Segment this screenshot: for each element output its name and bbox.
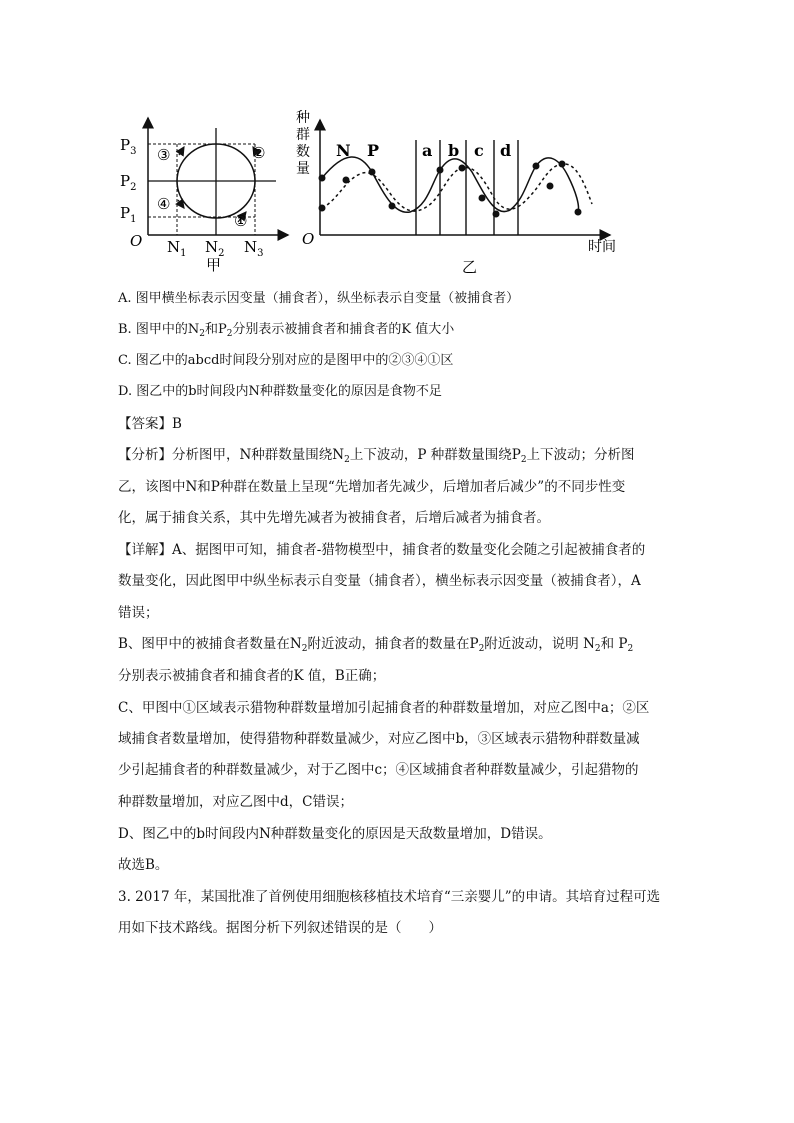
option-d: D. 图乙中的b时间段内N种群数量变化的原因是食物不足 bbox=[118, 384, 442, 399]
yi-ylabel-1: 种 bbox=[296, 110, 310, 126]
interval-d-label: d bbox=[500, 141, 512, 160]
analysis-line-1: 【分析】分析图甲，N种群数量围绕$N_2$上下波动，P 种群数量围绕$P_2$上下波动；分析图 bbox=[118, 447, 635, 465]
ecology-figure bbox=[110, 100, 630, 280]
region-1: ① bbox=[234, 212, 248, 230]
data-point bbox=[319, 205, 326, 212]
interval-a-label: a bbox=[422, 141, 433, 160]
arrow-icon bbox=[179, 147, 184, 155]
figure-jia bbox=[120, 118, 288, 274]
data-point bbox=[559, 161, 566, 168]
question-3-line-2: 用如下技术路线。据图分析下列叙述错误的是（ ） bbox=[118, 920, 442, 936]
yi-origin: O bbox=[302, 230, 315, 248]
detail-line-2: 数量变化，因此图甲中纵坐标表示自变量（捕食者），横坐标表示因变量（被捕食者），A bbox=[118, 573, 641, 589]
detail-line-10: D、图乙中的b时间段内N种群数量变化的原因是天敌数量增加，D错误。 bbox=[118, 826, 552, 842]
data-point bbox=[389, 203, 396, 210]
region-2: ② bbox=[252, 144, 266, 162]
label-n3: $N_3$ bbox=[244, 238, 264, 259]
detail-line-7: 域捕食者数量增加，使得猎物种群数量减少，对应乙图中b，③区域表示猎物种群数量减 bbox=[118, 731, 640, 747]
option-c: C. 图乙中的abcd时间段分别对应的是图甲中的②③④①区 bbox=[118, 353, 454, 368]
option-b: B. 图甲中的$N_2$和$P_2$分别表示被捕食者和捕食者的K 值大小 bbox=[118, 322, 455, 339]
yi-xlabel: 时间 bbox=[588, 239, 616, 255]
data-point bbox=[319, 175, 326, 182]
jia-origin: O bbox=[130, 232, 143, 250]
detail-line-3: 错误； bbox=[118, 605, 159, 621]
jia-caption: 甲 bbox=[206, 256, 222, 274]
label-p3: $P_3$ bbox=[120, 136, 137, 157]
detail-line-5: 分别表示被捕食者和捕食者的K 值，B正确； bbox=[118, 668, 386, 684]
series-p-label: P bbox=[367, 141, 380, 160]
detail-line-4: B、图甲中的被捕食者数量在$N_2$附近波动，捕食者的数量在$P_2$附近波动，说明 $N_2$和 $P_2$ bbox=[118, 636, 634, 654]
label-n1: $N_1$ bbox=[167, 238, 187, 259]
figure-yi bbox=[296, 110, 616, 276]
yi-ylabel-4: 量 bbox=[296, 161, 310, 177]
option-a: A. 图甲横坐标表示因变量（捕食者），纵坐标表示自变量（被捕食者） bbox=[118, 291, 520, 306]
data-point bbox=[459, 165, 466, 172]
analysis-line-2: 乙，该图中N和P种群在数量上呈现“先增加者先减少，后增加者后减少”的不同步性变 bbox=[118, 479, 626, 495]
figure-svg bbox=[110, 100, 630, 280]
interval-b-label: b bbox=[448, 141, 460, 160]
data-point bbox=[547, 183, 554, 190]
detail-line-8: 少引起捕食者的种群数量减少，对于乙图中c；④区域捕食者种群数量减少，引起猎物的 bbox=[118, 762, 639, 778]
analysis-line-3: 化，属于捕食关系，其中先增先减者为被捕食者，后增后减者为捕食者。 bbox=[118, 510, 550, 526]
detail-line-6: C、甲图中①区域表示猎物种群数量增加引起捕食者的种群数量增加，对应乙图中a；②区 bbox=[118, 700, 650, 716]
detail-line-1: 【详解】A、据图甲可知，捕食者-猎物模型中，捕食者的数量变化会随之引起被捕食者的 bbox=[118, 542, 646, 558]
data-point bbox=[343, 177, 350, 184]
yi-caption: 乙 bbox=[462, 258, 478, 276]
detail-line-11: 故选B。 bbox=[118, 857, 169, 873]
region-3: ③ bbox=[157, 146, 171, 164]
region-4: ④ bbox=[157, 195, 171, 213]
data-point bbox=[479, 195, 486, 202]
data-point bbox=[533, 163, 540, 170]
label-n2: $N_2$ bbox=[205, 238, 225, 259]
label-p1: $P_1$ bbox=[120, 204, 137, 225]
label-p2: $P_2$ bbox=[120, 172, 137, 193]
question-3-line-1: 3. 2017 年，某国批准了首例使用细胞核移植技术培育“三亲婴儿”的申请。其培育过程可选 bbox=[118, 889, 661, 905]
data-point bbox=[575, 209, 582, 216]
series-n-label: N bbox=[336, 141, 351, 160]
data-point bbox=[369, 169, 376, 176]
curve-points bbox=[319, 161, 582, 218]
detail-line-9: 种群数量增加，对应乙图中d，C错误； bbox=[118, 794, 353, 810]
yi-ylabel-3: 数 bbox=[296, 144, 310, 160]
answer-line: 【答案】B bbox=[118, 416, 182, 432]
yi-ylabel-2: 群 bbox=[296, 127, 310, 143]
interval-c-label: c bbox=[474, 141, 484, 160]
